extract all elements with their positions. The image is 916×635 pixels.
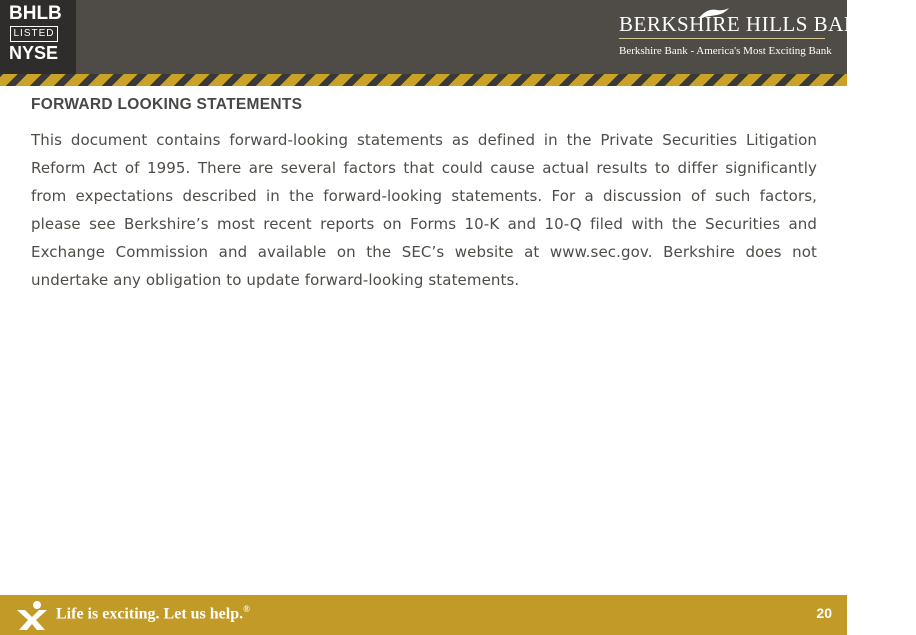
brand-logo (619, 12, 916, 57)
disclaimer-paragraph: This document contains forward-looking statements as defined in the Private Securities Litigation Reform Act of 1995. There are several factors that could cause actual results to differ significantly from expectations described in the forward-looking statements. For a discussion of such factors, please see Berkshire’s most recent reports on Forms 10-K and 10-Q filed with the Securities and Exchange Commission and available on the SEC’s website at www.sec.gov. Berkshire does not undertake any obligation to update forward-looking statements. (31, 131, 817, 289)
brand-tagline: Berkshire Bank - America's Most Exciting Bank (619, 45, 832, 57)
page-number: 20 (816, 605, 832, 621)
header-bar (0, 0, 916, 74)
listed-label: LISTED (10, 26, 58, 42)
footer-bar (0, 595, 847, 635)
slogan-text: Life is exciting. Let us help. (56, 605, 244, 623)
hazard-stripe-divider (0, 74, 847, 86)
registered-mark: ® (243, 604, 250, 614)
exchange-name: NYSE (9, 43, 59, 63)
footer-slogan (56, 604, 250, 623)
ticker-symbol: BHLB (9, 3, 62, 24)
main-content (31, 94, 817, 309)
brand-name: BERKSHIRE HILLS BANCORP (619, 12, 916, 36)
brand-divider (619, 38, 825, 39)
page-title: FORWARD LOOKING STATEMENTS (31, 96, 303, 113)
berkshire-x-person-icon (15, 600, 49, 630)
nyse-listing-badge (0, 0, 76, 74)
